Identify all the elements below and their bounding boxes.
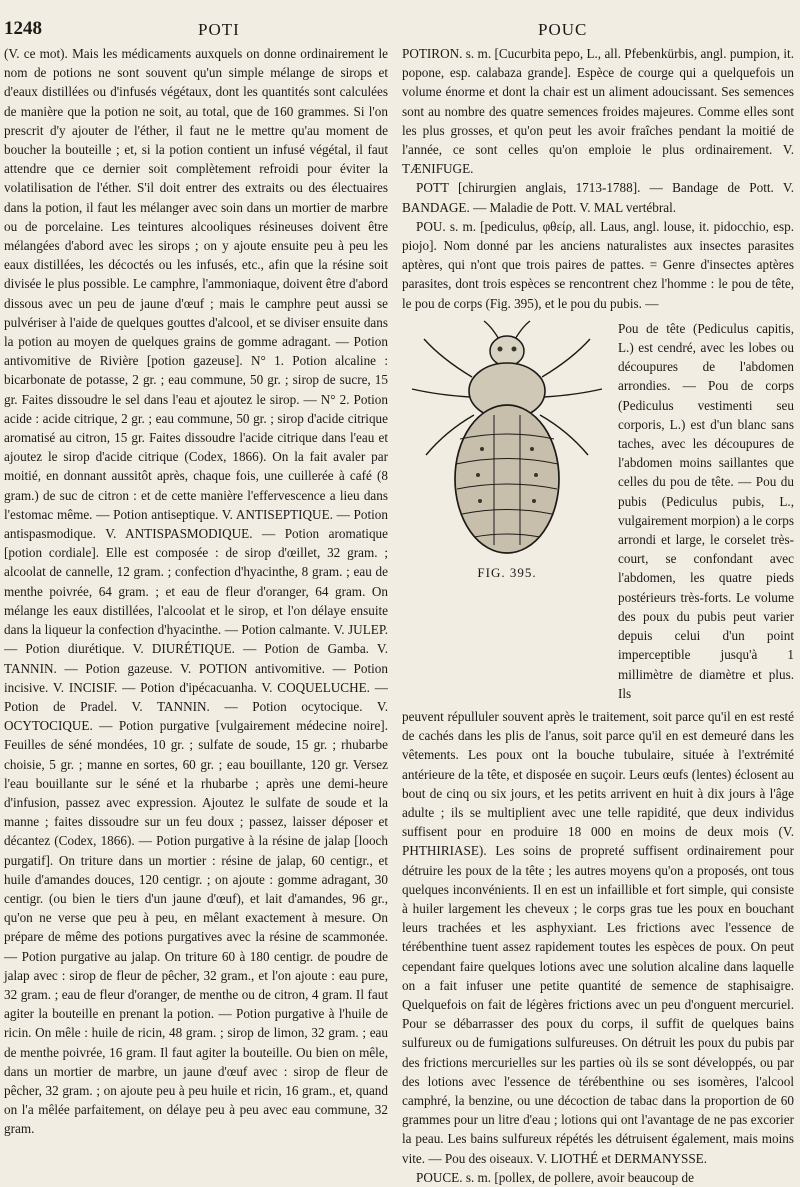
left-running-head: POTI — [198, 20, 240, 39]
left-column — [4, 44, 388, 1139]
right-column — [402, 44, 794, 1187]
figure-side-text: Pou de tête (Pediculus capitis, L.) est cendré, avec les lobes ou découpures de l'abdomen arrondies. — Pou de corps (Pediculus vestimenti seu corporis, L.) est d'un blanc sans taches, avec les découpures de l'abdomen moins saillantes que celles du pou de tête. — Pou du pubis (Pediculus pubis, L., vulgairement morpion) a le corps arrondi et large, le corselet très-court, se confondant avec l'abdomen, les quatre pieds postérieurs très-forts. Le volume des poux du pubis peut varier depuis celui d'un point imperceptible jusqu'à 1 millimètre de diamètre et plus. Ils — [618, 320, 794, 701]
figure-395 — [402, 319, 612, 585]
entry-pou: POU. s. m. [pediculus, φθείρ, all. Laus, angl. louse, it. pidocchio, esp. piojo]. Nom donné par les anciens naturalistes aux insectes parasites aptères, qui n'ont que trois paires de pattes. = Genre d'insectes aptères parasites, dont trois espèces se rencontrent chez l'homme : le pou de tête, le pou de corps (Fig. 395), et le pou du pubis. — — [402, 218, 794, 311]
figure-caption: FIG. 395. — [477, 564, 537, 580]
potion-entry-text: (V. ce mot). Mais les médicaments auxquels on donne ordinairement le nom de potions ne sont souvent qu'un simple mélange de sirops et d'eaux distillées ou d'infusés végétaux, dont les quantités sont calculées de manière que la potion ne soit, au total, que de 160 grammes. Si l'on prescrit d'y ajouter de l'éther, il faut ne le mettre qu'au moment de boucher la bouteille ; et, si la potion contient un infusé végétal, il faut attendre que ce dernier soit complètement refroidi pour éviter la volatilisation de l'éther. S'il doit entrer des extraits ou des électuaires dans la potion, il faut les mélanger avec soin dans un mortier de marbre ou de porcelaine. Les teintures alcooliques résineuses doivent être mélangées d'abord avec les sirops ; on y ajoute ensuite peu à peu les eaux distillées, les décoctés ou les infusés, etc., afin que la résine soit divisée le plus possible. Le camphre, l'ammoniaque, doivent être d'abord dissous avec un peu de jaune d'œuf ; mais le camphre peut aussi se pulvériser à l'aide de quelques gouttes d'alcool, et se diviser ensuite dans la potion au moyen de quelques grains de gomme adragant. — Potion antivomitive de Rivière [potion gazeuse]. N° 1. Potion alcaline : bicarbonate de potasse, 2 gr. ; eau commune, 50 gr. ; sirop de sucre, 15 gr. Faites dissoudre le sel dans l'eau et ajoutez le sirop. — N° 2. Potion acide : acide citrique, 2 gr. ; eau commune, 50 gr. ; sirop d'acide citrique aromatisé au citron, 15 gr. Faites dissoudre l'acide citrique dans l'eau et ajoutez le sirop d'acide citrique (Codex, 1866). On la fait avaler par moitié, en donnant aussitôt après, chaque fois, une cuillerée à café (8 gram.) de suc de citron : et de cette manière l'effervescence a lieu dans l'estomac même. — Potion antiseptique. V. ANTISEPTIQUE. — Potion antispasmodique. V. ANTISPASMODIQUE. — Potion aromatique [potion cordiale]. Elle est composée : de sirop d'œillet, 32 gram. ; alcoolat de cannelle, 12 gram. ; confection d'hyacinthe, 8 gram. ; eau de menthe poivrée, 64 gram. ; et eau de fleur d'oranger, 64 gram. On mélange les eaux distillées, l'alcoolat et le sirop, et l'on délaye ensuite dans la liqueur la confection d'hyacinthe. — Potion calmante. V. JULEP. — Potion diurétique. V. DIURÉTIQUE. — Potion de Gamba. V. TANNIN. — Potion gazeuse. V. POTION antivomitive. — Potion incisive. V. INCISIF. — Potion d'ipécacuanha. V. COQUELUCHE. — Potion de Pradel. V. TANNIN. — Potion ocytocique. V. OCYTOCIQUE. — Potion purgative [vulgairement médecine noire]. Feuilles de séné mondées, 10 gr. ; sulfate de soude, 15 gr. ; rhubarbe choisie, 5 gr. ; manne en sortes, 60 gr. ; eau bouillante, 120 gr. Versez l'eau bouillante sur le séné et la rhubarbe ; après une demi-heure d'infusion, passez avec expression. Ajoutez le sulfate de soude et la manne ; faites dissoudre sur un feu doux ; passez, laisser déposer et décantez (Codex, 1866). — Potion purgative à la résine de jalap [looch purgatif]. On triture dans un mortier : résine de jalap, 60 centigr., et huile d'amandes douces, 120 centigr. ; on ajoute : gomme adragant, 30 centigr. (ou bien le tiers d'un jaune d'œuf), et lait d'amandes, 96 gr., qu'on ne verse que peu à peu, en mêlant exactement à mesure. On prépare de même des potions purgatives avec la résine de scammonée. — Potion purgative au jalap. On triture 60 à 180 centigr. de poudre de jalap avec : sirop de fleur de pêcher, 32 gram., et l'on ajoute : eau pure, 32 gram. ; eau de fleur d'oranger, de menthe ou de citron, 4 gram. Il faut agiter la bouteille en prenant la potion. — Potion purgative à l'huile de ricin. On mêle : huile de ricin, 48 gram. ; sirop de limon, 32 gram. ; eau de menthe poivrée, 16 gram. Il faut agiter la bouteille. Ou bien on mêle, dans un mortier de marbre, un jaune d'œuf avec : sirop de fleur de pêcher, 32 gram. ; on ajoute peu à peu huile et ricin, 16 gram., et, quand on l'a mêlée parfaitement, on délaye peu à peu avec eau commune, 32 gram. — [4, 46, 388, 1137]
louse-illustration — [402, 319, 612, 557]
figure-block — [402, 319, 794, 703]
entry-pouce: POUCE. s. m. [pollex, de pollere, avoir beaucoup de — [416, 1169, 694, 1185]
right-running-head: POUC — [538, 20, 588, 39]
page-number: 1248 — [4, 18, 42, 39]
entry-pott: POTT [chirurgien anglais, 1713-1788]. — Bandage de Pott. V. BANDAGE. — Maladie de Pott. V. MAL vertébral. — [402, 180, 794, 215]
entry-pou-continued: peuvent répulluler souvent après le traitement, soit parce qu'il en est resté de cachés dans les plis de l'anus, soit parce qu'il en est demeuré dans les vêtements. Les poux ont la bouche tubulaire, située à l'extrémité antérieure de la tête, et disposée en suçoir. Leurs œufs (lentes) éclosent au bout de cinq ou six jours, et les petits arrivent en huit à dix jours à l'âge adulte ; ils se multiplient avec une telle rapidité, que deux individus suffisent pour en produire 18 000 en moins de deux mois (V. PHTHIRIASE). Les soins de propreté suffisent ordinairement pour détruire les poux de la tête ; les autres moyens qu'on a proposés, ont tous quelques inconvénients. Il en est un infaillible et fort simple, qui consiste à huiler largement les cheveux ; le corps gras tue les poux en bouchant leurs trachées et les asphyxiant. Les frictions avec l'essence de térébenthine tuent assez rapidement toutes les espèces de poux. On peut cependant faire quelques lotions avec une solution alcaline dans laquelle on a fait infuser une petite quantité de semence de staphisaigre. Quelquefois on fait de légères frictions avec un peu d'onguent mercuriel. Pour se débarrasser des poux du corps, il suffit de quelques bains sulfureux ou de fumigations sulfureuses. On détruit les poux du pubis par des frictions mercurielles sur les parties où ils se sont développés, ou par des lotions avec l'essence de térébenthine ou ses isomères, l'alcool camphré, la benzine, ou une décoction de tabac dans la proportion de 60 grammes pour un litre d'eau ; lotions qui ont l'avantage de ne pas excorier la peau. Les bains sulfureux répétés les détruisent également, mais moins vite. — Pou des oiseaux. V. LIOTHÉ et DERMANYSSE. — [402, 708, 794, 1166]
entry-potiron: POTIRON. s. m. [Cucurbita pepo, L., all. Pfebenkürbis, angl. pumpion, it. popone, esp. calabaza grande]. Espèce de courge qui a quelquefois un volume énorme et dont la chair est un aliment adoucissant. Ses semences sont au nombre des quatre semences froides majeures. Comme elles sont les plus grosses, et qu'on peut les avoir fraîches pendant la moitié de l'année, ce sont celles qu'on emploie le plus ordinairement. V. TÆNIFUGE. — [402, 46, 794, 177]
